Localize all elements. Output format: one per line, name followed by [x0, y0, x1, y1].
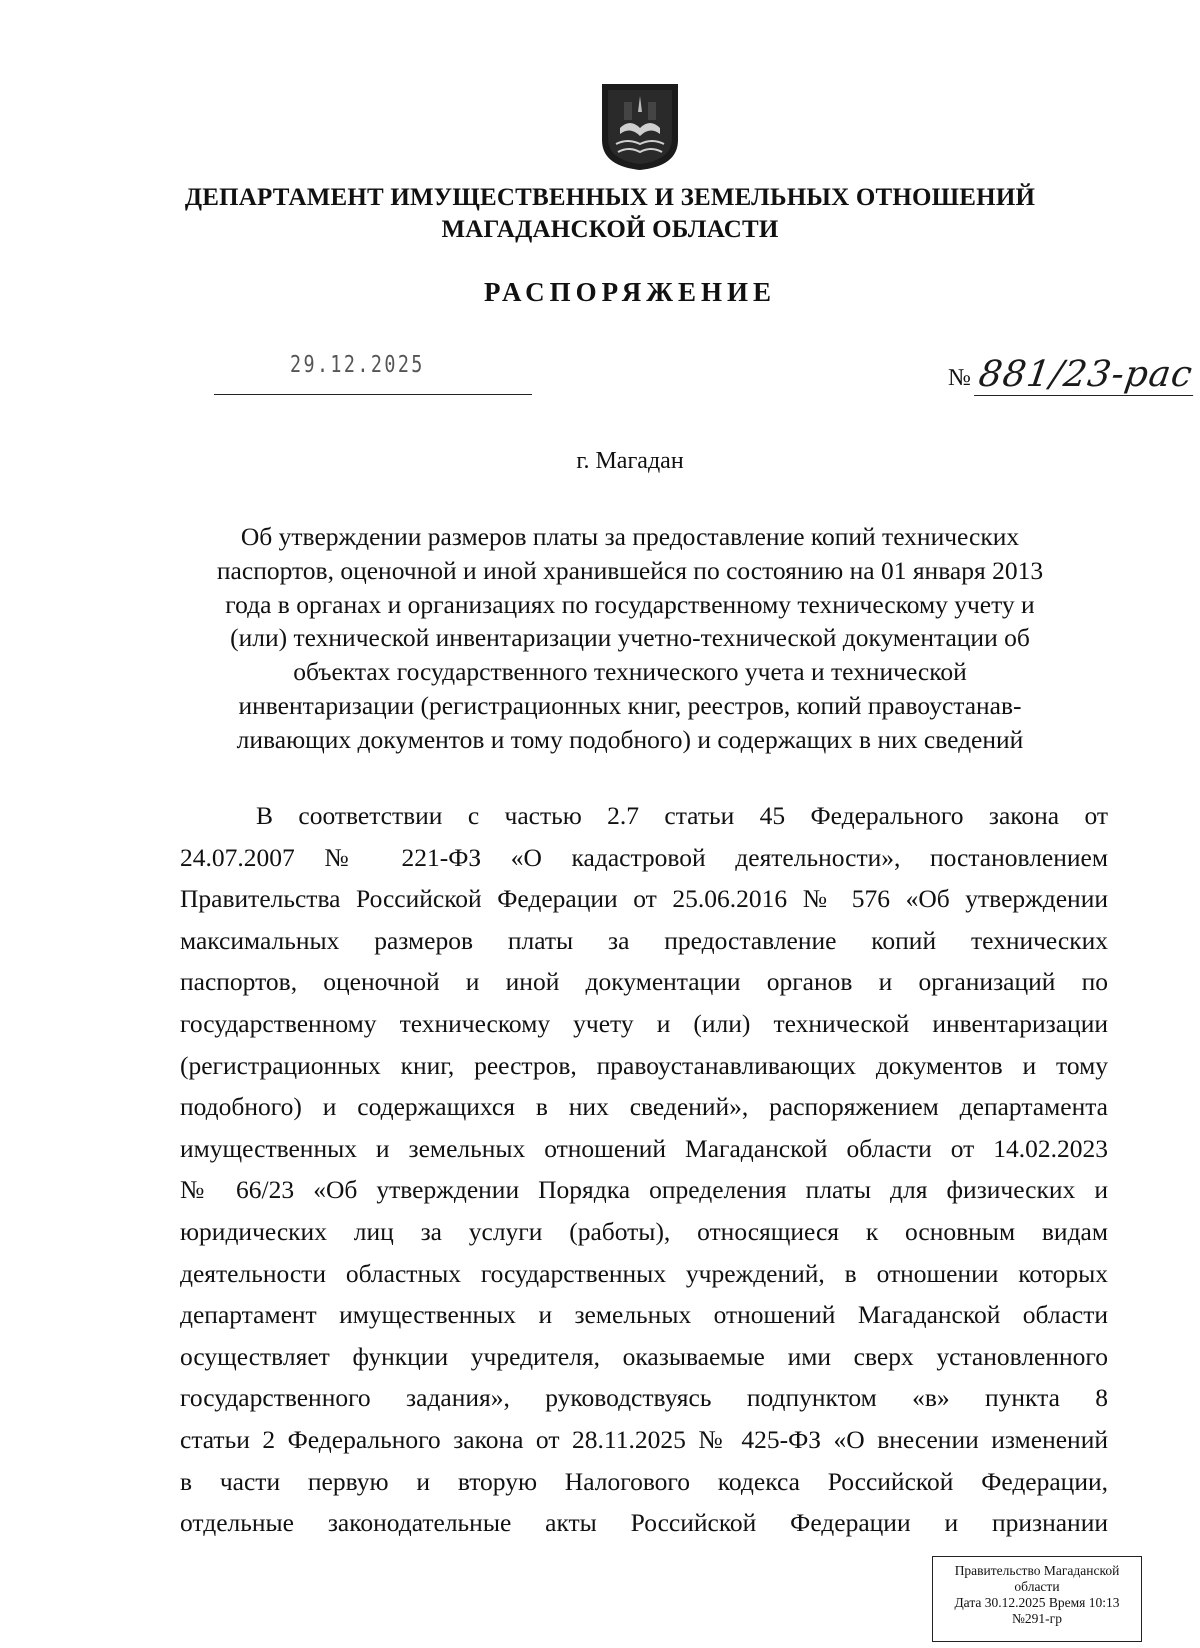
body-line: В соответствии с частью 2.7 статьи 45 Федерального закона от — [256, 801, 1108, 830]
body-line: государственного задания», руководствуясь подпунктом «в» пункта 8 — [180, 1383, 1108, 1413]
stamp-line: Дата 30.12.2025 Время 10:13 — [954, 1595, 1120, 1610]
date-field — [214, 352, 532, 395]
subject-line: года в органах и организациях по государственному техническому учету и — [225, 589, 1035, 619]
subject-line: ливающих документов и тому подобного) и содержащих в них сведений — [236, 724, 1024, 754]
body-line: Правительства Российской Федерации от 25.06.2016 № 576 «Об утверждении — [180, 884, 1108, 914]
department-line-2: МАГАДАНСКОЙ ОБЛАСТИ — [441, 216, 779, 243]
body-line: осуществляет функции учредителя, оказываемые ими сверх установленного — [180, 1341, 1108, 1371]
body-line: максимальных размеров платы за предоставление копий технических — [180, 925, 1108, 955]
subject-line: Об утверждении размеров платы за предоставление копий технических — [240, 522, 1020, 551]
city-label: г. Магадан — [576, 448, 684, 474]
document-body — [180, 795, 1108, 1544]
subject-line: инвентаризации (регистрационных книг, реестров, копий правоустанав- — [238, 690, 1022, 720]
body-line: подобного) и содержащихся в них сведений», распоряжением департамента — [180, 1092, 1108, 1122]
stamp-line: области — [1014, 1579, 1060, 1594]
body-line: статьи 2 Федерального закона от 28.11.2025 № 425-ФЗ «О внесении изменений — [180, 1424, 1108, 1454]
body-line: юридических лиц за услуги (работы), относящиеся к основным видам — [180, 1216, 1108, 1246]
document-type-title: РАСПОРЯЖЕНИЕ — [483, 277, 777, 307]
stamp-line: №291-гр — [1012, 1611, 1062, 1626]
document-number: 881/23-рас — [974, 354, 1199, 396]
date-value: 29.12.2025 — [290, 352, 425, 378]
body-line: отдельные законодательные акты Российской Федерации и признании — [180, 1508, 1108, 1538]
body-line: 24.07.2007 № 221-ФЗ «О кадастровой деятельности», постановлением — [180, 842, 1108, 872]
body-line: (регистрационных книг, реестров, правоустанавливающих документов и тому — [180, 1050, 1108, 1080]
body-line: департамент имущественных и земельных отношений Магаданской области — [180, 1300, 1108, 1330]
coat-of-arms-icon — [598, 78, 682, 172]
subject-line: (или) технической инвентаризации учетно-технической документации об — [230, 623, 1030, 653]
body-line: паспортов, оценочной и иной документации органов и организаций по — [180, 967, 1108, 997]
stamp-line: Правительство Магаданской — [954, 1563, 1120, 1578]
body-line: в части первую и вторую Налогового кодекса Российской Федерации, — [180, 1466, 1108, 1496]
body-line: государственному техническому учету и (или) технической инвентаризации — [180, 1008, 1108, 1038]
document-number-field — [948, 348, 1196, 396]
subject-line: паспортов, оценочной и иной хранившейся по состоянию на 01 января 2013 — [216, 555, 1044, 585]
department-line-1: ДЕПАРТАМЕНТ ИМУЩЕСТВЕННЫХ И ЗЕМЕЛЬНЫХ ОТНОШЕНИЙ — [184, 184, 1036, 211]
subject-line: объектах государственного технического учета и технической — [293, 657, 967, 687]
emblem-shield-graphic — [598, 78, 682, 172]
number-sign: № — [948, 365, 971, 391]
document-subject — [160, 520, 1100, 757]
department-heading — [160, 182, 1060, 246]
body-line: деятельности областных государственных учреждений, в отношении которых — [180, 1258, 1108, 1288]
registration-stamp — [932, 1556, 1142, 1642]
body-line: № 66/23 «Об утверждении Порядка определения платы для физических и — [180, 1175, 1108, 1205]
body-line: имущественных и земельных отношений Магаданской области от 14.02.2023 — [180, 1133, 1108, 1163]
